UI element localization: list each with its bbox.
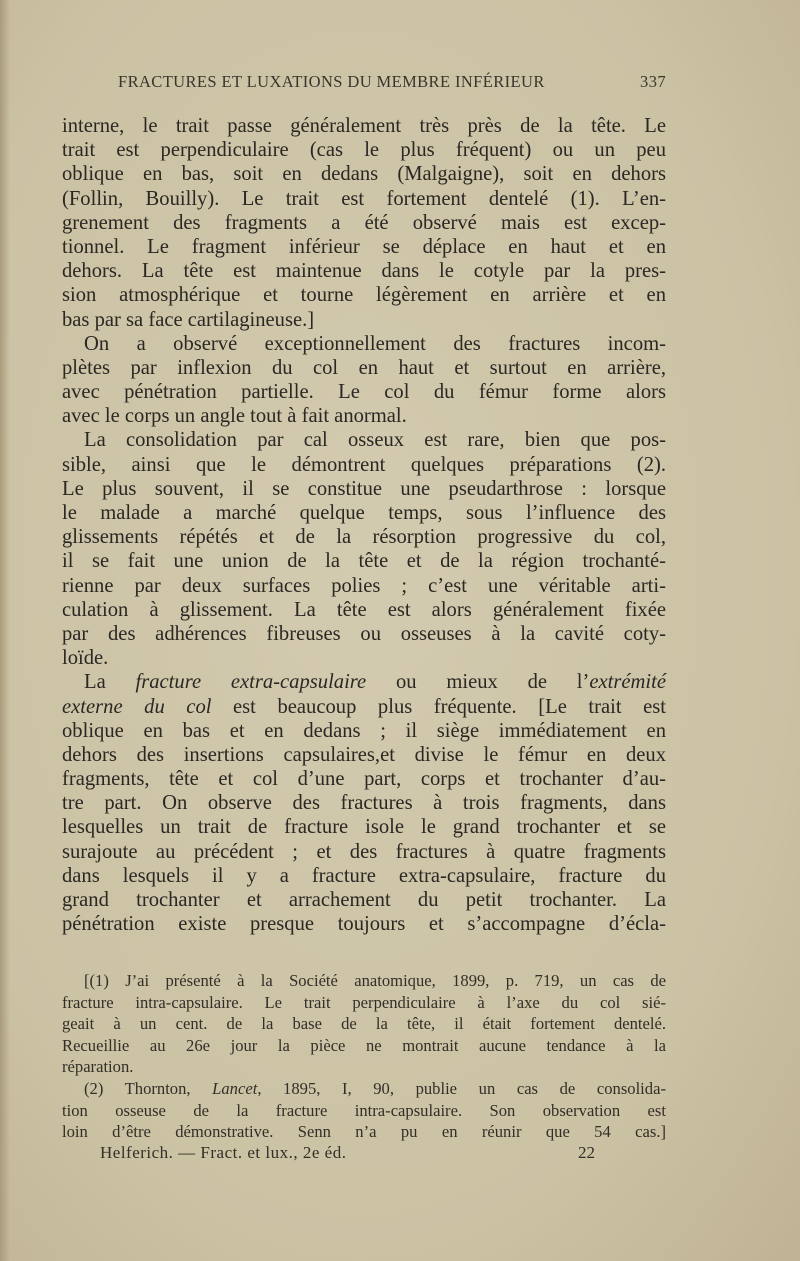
text-line: dehors des insertions capsulaires,et divise le fémur en deux [62,743,666,766]
text-line: avec le corps un angle tout à fait anormal. [62,405,407,428]
text-line: rienne par deux surfaces polies ; c’est une véritable arti- [62,574,666,597]
text-line: tre part. On observe des fractures à trois fragments, dans [62,792,666,815]
footnote-line: tion osseuse de la fracture intra-capsulaire. Son observation est [62,1100,666,1120]
text-line: sible, ainsi que le démontrent quelques préparations (2). [62,453,666,476]
signature-number: 22 [578,1143,595,1162]
text-line: sion atmosphérique et tourne légèrement en arrière et en [62,284,666,307]
main-text [62,114,666,936]
printer-signature: Helferich. — Fract. et lux., 2e éd. [100,1143,347,1162]
text-line: culation à glissement. La tête est alors généralement fixée [62,598,666,621]
footnote-line-part: (2) Thornton, Lancet, 1895, I, 90, publie un cas de consolida- [84,1078,666,1098]
text-line: interne, le trait passe généralement très près de la tête. Le [62,115,666,137]
footnote-line: loin d’être démonstrative. Senn n’a pu en réunir que 54 cas.] [62,1122,666,1142]
text-line-part: La fracture extra-capsulaire ou mieux de l’extrémité [84,671,666,694]
text-line: plètes par inflexion du col en haut et surtout en arrière, [62,356,666,379]
text-line: tionnel. Le fragment inférieur se déplace en haut et en [62,235,666,258]
text-line: (Follin, Bouilly). Le trait est fortement dentelé (1). L’en- [62,187,666,210]
text-line: trait est perpendiculaire (cas le plus fréquent) ou un peu [62,139,666,162]
text-line: il se fait une union de la tête et de la région trochanté- [62,550,666,573]
page-edge-shadow [0,0,10,1261]
footnotes [62,970,666,1143]
footnote-line: fracture intra-capsulaire. Le trait perpendiculaire à l’axe du col sié- [62,992,666,1012]
text-line: fragments, tête et col d’une part, corps et trochanter d’au- [62,768,666,791]
text-line: oblique en bas, soit en dedans (Malgaigne), soit en dehors [62,163,666,186]
text-line: dehors. La tête est maintenue dans le cotyle par la pres- [62,260,666,283]
footnote-line: geait à un cent. de la base de la tête, il était fortement dentelé. [62,1014,666,1034]
text-line: Le plus souvent, il se constitue une pseudarthrose : lorsque [62,477,666,500]
footnote-line [62,1078,666,1100]
text-line: par des adhérences fibreuses ou osseuses à la cavité coty- [62,622,666,645]
text-line: le malade a marché quelque temps, sous l’influence des [62,502,666,524]
text-line [62,670,666,694]
text-line [62,695,666,719]
running-title: FRACTURES ET LUXATIONS DU MEMBRE INFÉRIEUR [118,72,545,91]
text-line: dans lesquels il y a fracture extra-capsulaire, fracture du [62,864,666,887]
text-line: glissements répétés et de la résorption progressive du col, [62,526,666,549]
text-line: loïde. [62,647,109,670]
text-line: lesquelles un trait de fracture isole le grand trochanter et se [62,816,666,839]
text-line: surajoute au précédent ; et des fractures à quatre fragments [62,840,666,863]
text-line: grenement des fragments a été observé mais est excep- [62,211,666,234]
text-line: pénétration existe presque toujours et s’accompagne d’écla- [62,913,666,936]
text-line: On a observé exceptionnellement des fractures incom- [84,332,666,355]
text-line-part: externe du col est beaucoup plus fréquente. [Le trait est [62,695,666,718]
text-line: avec pénétration partielle. Le col du fémur forme alors [62,381,666,404]
text-line: La consolidation par cal osseux est rare, bien que pos- [84,429,666,452]
text-line: oblique en bas et en dedans ; il siège immédiatement en [62,719,666,742]
footnote-line: Recueillie au 26e jour la pièce ne montrait aucune tendance à la [62,1035,666,1055]
text-line: bas par sa face cartilagineuse.] [62,308,315,331]
footnote-line: [(1) J’ai présenté à la Société anatomique, 1899, p. 719, un cas de [84,971,666,990]
footnote-line: réparation. [62,1057,134,1077]
text-line: grand trochanter et arrachement du petit trochanter. La [62,889,666,911]
page-number: 337 [640,72,666,91]
